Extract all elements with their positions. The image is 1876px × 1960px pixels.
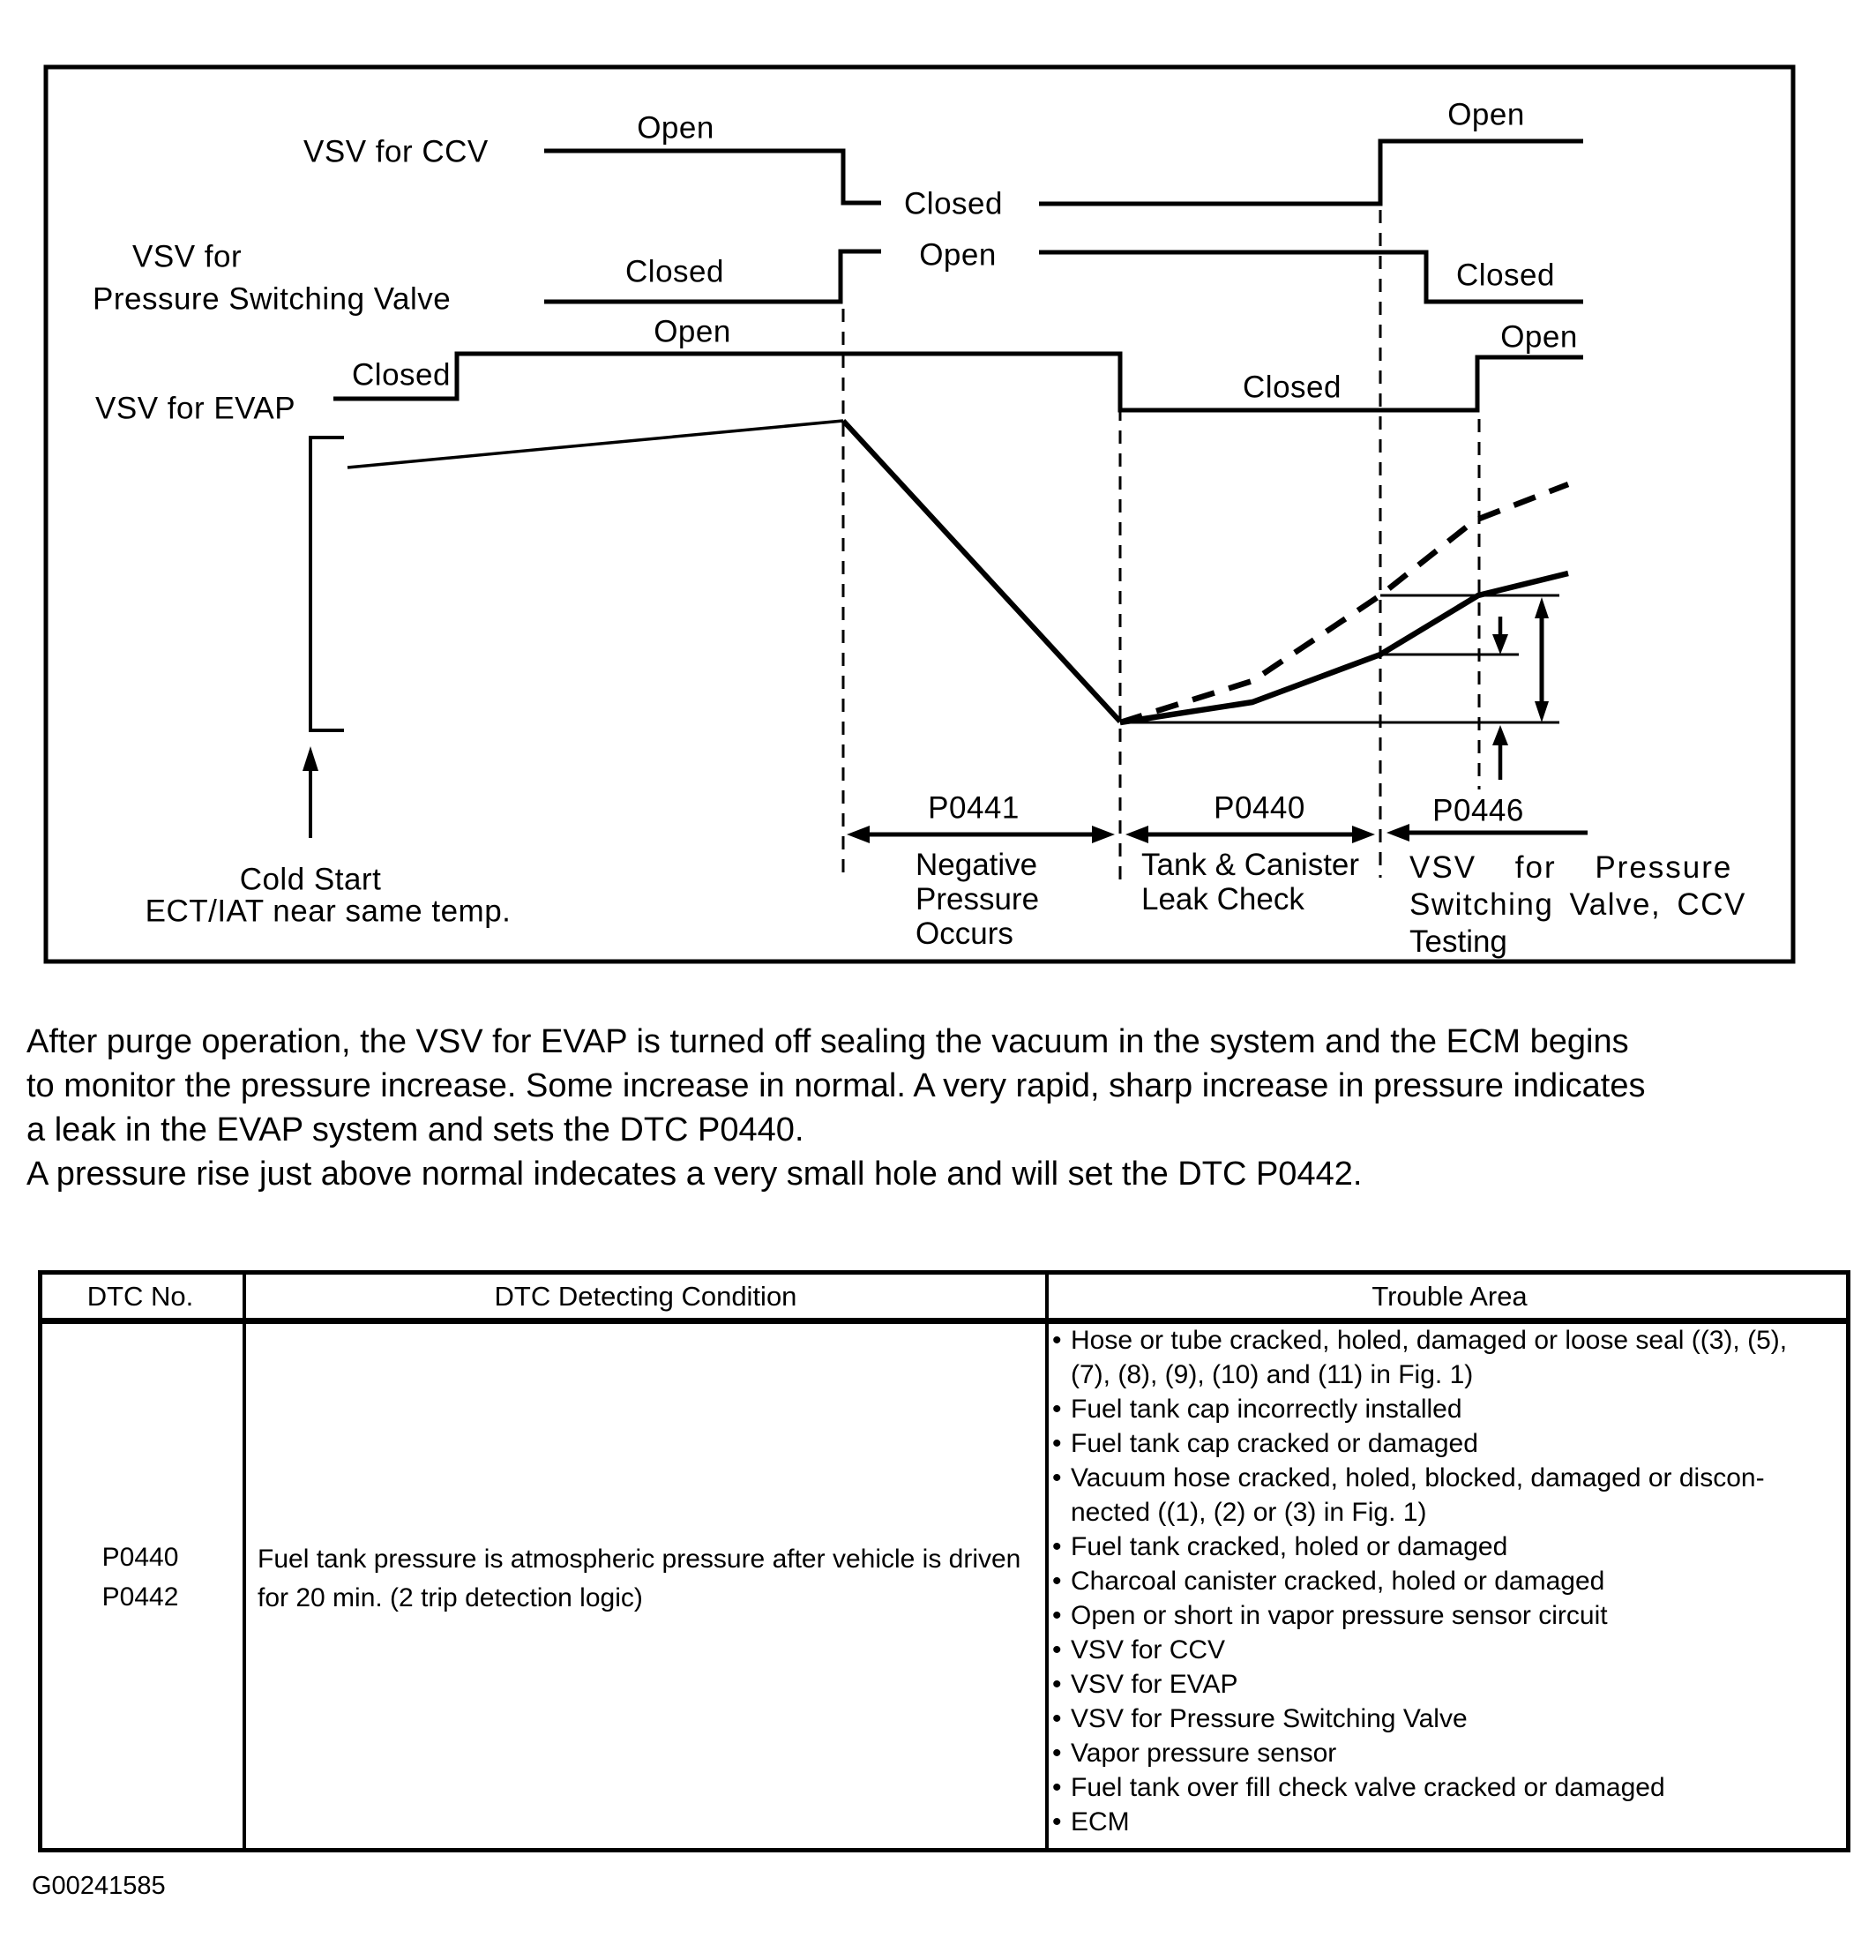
paragraph-line: A pressure rise just above normal indecates a very small hole and will set the DTC P0442. [26,1156,1363,1193]
phase-code-p0446: P0446 [1432,793,1524,828]
phase-desc-line: VSV for Pressure [1409,850,1733,885]
condition-line: for 20 min. (2 trip detection logic) [258,1583,643,1612]
cold-start-arrow [303,746,318,838]
evap-signal-trace [333,354,1583,410]
figure-id: G00241585 [32,1872,166,1900]
trouble-area-item: • ECM [1049,1805,1847,1839]
psv-state-closed-2: Closed [1456,258,1555,293]
p0441-range-arrow [847,826,1115,843]
phase-desc-line: Occurs [916,916,1013,951]
pressure-rise-leak-line [1120,484,1568,722]
phase-desc-line: Leak Check [1141,882,1304,916]
signal-label-evap: VSV for EVAP [95,391,296,426]
trouble-area-item: • Fuel tank cap cracked or damaged [1049,1426,1847,1461]
phase-desc-line: Testing [1409,924,1507,959]
normal-level-down-arrow [1492,617,1508,655]
purge-period-bracket [310,438,344,730]
pressure-delta-arrow [1535,597,1549,722]
trouble-area-item: • VSV for Pressure Switching Valve [1049,1702,1847,1736]
paragraph-line: After purge operation, the VSV for EVAP is turned off sealing the vacuum in the system and the ECM begins [26,1023,1629,1060]
column-header-trouble-area: Trouble Area [1371,1281,1528,1312]
phase-code-p0440: P0440 [1214,790,1305,826]
ccv-signal-trace [544,141,1583,204]
phase-desc-line: Negative [916,848,1038,882]
trouble-area-item: • Vacuum hose cracked, holed, blocked, damaged or discon- [1049,1461,1847,1495]
signal-label-psv-line2: Pressure Switching Valve [93,281,452,317]
dtc-number: P0442 [101,1582,179,1612]
evap-state-closed-2: Closed [1243,370,1342,405]
trouble-area-item-cont: nected ((1), (2) or (3) in Fig. 1) [1071,1498,1427,1527]
table-column-divider-1 [243,1270,246,1852]
phase-desc-line: Switching Valve, CCV [1409,887,1746,922]
psv-state-open: Open [919,237,997,273]
cold-start-label-line2: ECT/IAT near same temp. [145,894,512,929]
condition-line: Fuel tank pressure is atmospheric pressure after vehicle is driven [258,1545,1021,1574]
psv-state-closed-1: Closed [625,254,724,289]
column-header-dtc-no: DTC No. [86,1281,194,1312]
trouble-area-item: • VSV for CCV [1049,1633,1847,1667]
column-header-detecting-condition: DTC Detecting Condition [494,1281,797,1312]
detecting-condition-cell [258,1540,1020,1618]
cold-start-label-line1: Cold Start [239,862,382,897]
trouble-area-item: • Fuel tank over fill check valve cracked or damaged [1049,1770,1847,1805]
trouble-area-item: • Open or short in vapor pressure sensor circuit [1049,1598,1847,1633]
phase-desc-p0446 [1409,849,1746,961]
p0440-range-arrow [1125,826,1375,843]
trouble-area-item: • VSV for EVAP [1049,1667,1847,1702]
pressure-drop-line [843,421,1120,722]
phase-desc-line: Pressure [916,882,1040,916]
trouble-area-item-cont: (7), (8), (9), (10) and (11) in Fig. 1) [1071,1360,1474,1389]
trouble-area-item: • Fuel tank cap incorrectly installed [1049,1392,1847,1426]
baseline-up-arrow [1492,725,1508,780]
phase-desc-p0441 [916,848,1039,951]
phase-desc-line: Tank & Canister [1141,848,1360,882]
phase-code-p0441: P0441 [928,790,1020,826]
trouble-area-item: • Charcoal canister cracked, holed or damaged [1049,1564,1847,1598]
paragraph-line: a leak in the EVAP system and sets the DTC P0440. [26,1111,804,1148]
body-paragraph [26,1020,1645,1196]
signal-label-ccv: VSV for CCV [303,134,489,169]
ccv-state-open-1: Open [637,110,714,146]
paragraph-line: to monitor the pressure increase. Some increase in normal. A very rapid, sharp increase in pressure indicates [26,1067,1646,1104]
phase-desc-p0440 [1141,848,1359,916]
pressure-purge-line [348,421,843,468]
ccv-state-open-2: Open [1447,97,1525,132]
ccv-state-closed: Closed [904,186,1003,221]
evap-state-closed-1: Closed [352,357,451,393]
trouble-area-item: • Fuel tank cracked, holed or damaged [1049,1530,1847,1564]
evap-state-open-2: Open [1500,319,1578,355]
evap-state-open-1: Open [654,314,731,349]
signal-label-psv-line1: VSV for [132,239,243,274]
dtc-number: P0440 [101,1543,179,1572]
dtc-number-cell [38,1537,243,1617]
trouble-area-list [1049,1323,1847,1839]
trouble-area-item: • Vapor pressure sensor [1049,1736,1847,1770]
trouble-area-item: • Hose or tube cracked, holed, damaged or loose seal ((3), (5), [1049,1323,1847,1358]
